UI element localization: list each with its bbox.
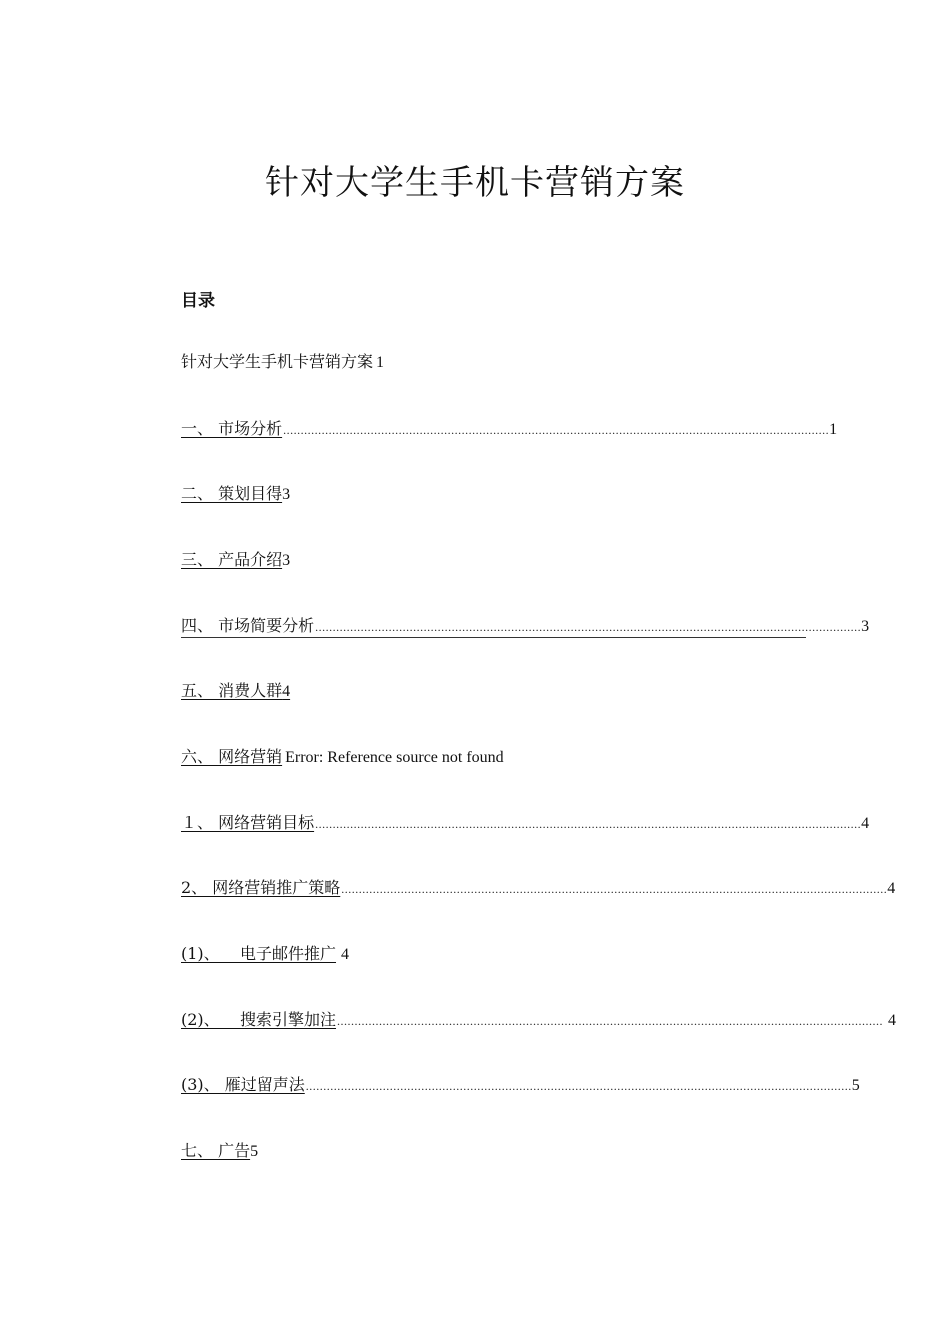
toc-entry-page: 4 [861,815,870,832]
toc-entry[interactable] [181,616,870,638]
toc-entry[interactable] [181,813,870,834]
toc-entry-page: 1 [376,354,385,371]
toc-entry-label: 七、 广告 [181,1141,251,1160]
toc-entry-page: 5 [250,1143,259,1160]
toc-entry-label: 2、 网络营销推广策略 [181,878,341,897]
toc-entry[interactable] [181,747,504,768]
toc-entry-label: 四、 市场简要分析 [181,616,315,635]
toc-entry-label: 三、 产品介绍 [181,550,283,569]
toc-entry-label: 二、 策划目得 [181,484,283,503]
toc-entry-label: 针对大学生手机卡营销方案 [181,352,374,371]
toc-entry[interactable] [181,681,290,702]
toc-entry-label: 一、 市场分析 [181,419,283,438]
toc-entry-label: (3)、 雁过留声法 [181,1075,305,1094]
toc-entry-page: 4 [887,880,896,897]
toc-entry-label: １、 网络营销目标 [181,813,315,832]
toc-entry[interactable] [181,1075,860,1096]
toc-entry-label: (1)、 电子邮件推广 [181,944,337,963]
toc-entry-page: 3 [861,618,870,635]
toc-entry[interactable] [181,484,290,505]
toc-entry[interactable] [181,550,290,571]
toc-entry-label: 五、 消费人群 [181,681,283,700]
toc-entry-page: 4 [341,946,350,963]
toc-entry-page: Error: Reference source not found [285,749,504,766]
document-title: 针对大学生手机卡营销方案 [265,163,685,203]
toc-entry-page: 4 [282,683,291,700]
toc-entry[interactable] [181,352,384,373]
toc-heading: 目录 [181,291,215,311]
toc-entry-page: 1 [829,421,838,438]
toc-entry-label: (2)、 搜索引擎加注 [181,1010,337,1029]
toc-leader-dots: ............................................................................................................................................................ [337,1014,884,1028]
toc-entry[interactable] [181,1010,897,1031]
toc-leader-dots: ............................................................................................................................................................ [283,423,830,437]
toc-entry-page: 5 [851,1077,860,1094]
toc-entry-page: 4 [888,1012,897,1029]
toc-entry[interactable] [181,878,896,899]
toc-entry-page: 3 [282,552,291,569]
toc-leader-dots: ............................................................................................................................................................ [315,817,862,831]
toc-leader-dots: ............................................................................................................................................................ [341,882,888,896]
toc-entry-label: 六、 网络营销 [181,747,283,766]
toc-entry[interactable] [181,1141,258,1162]
toc-entry[interactable] [181,944,349,965]
toc-entry[interactable] [181,419,838,440]
toc-leader-dots: ............................................................................................................................................................ [315,620,862,634]
toc-leader-dots: ............................................................................................................................................................ [305,1079,852,1093]
toc-entry-page: 3 [282,486,291,503]
